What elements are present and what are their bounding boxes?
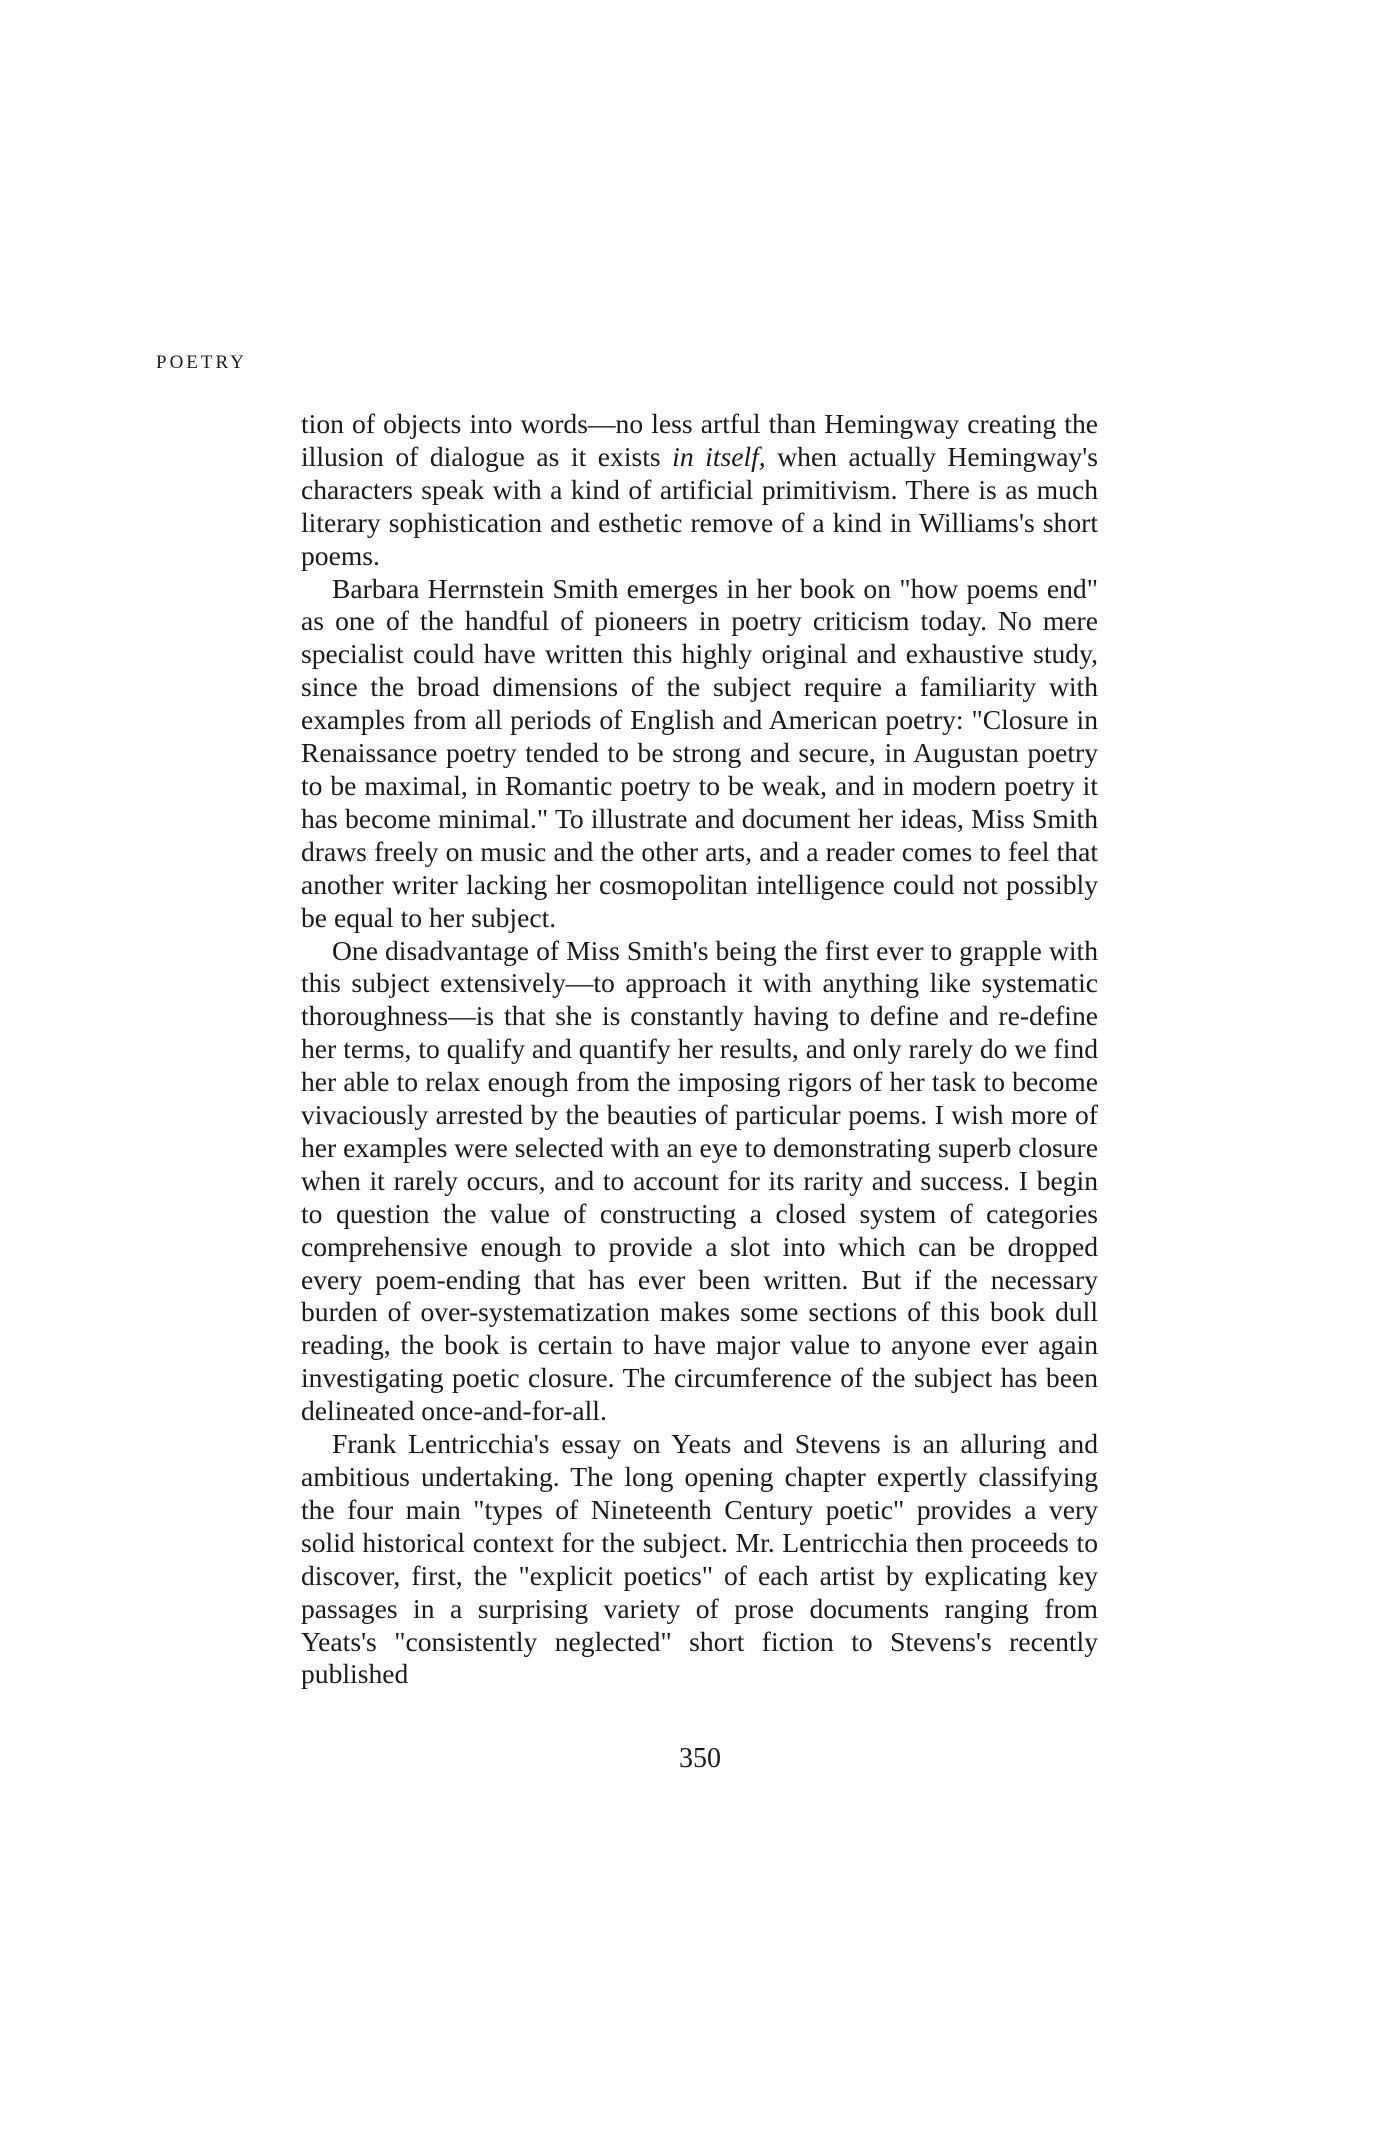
paragraph-text: when actually Hemingway's characters speak with a kind of artificial primitivism. There is as much literary sophistication and esthetic remove of a kind in Williams's short poems. [301,440,1098,571]
paragraph-smith-critique: One disadvantage of Miss Smith's being the first ever to grapple with this subject extensively—to approach it with anything like systematic thoroughness—is that she is constantly having to define and re-define her terms, to qualify and quantify her results, and only rarely do we find her able to relax enough from the imposing rigors of her task to become vivaciously arrested by the beauties of particular poems. I wish more of her examples were selected with an eye to demonstrating superb closure when it rarely occurs, and to account for its rarity and success. I begin to question the value of constructing a closed system of categories comprehensive enough to provide a slot into which can be dropped every poem-ending that has ever been written. But if the necessary burden of over-systematization makes some sections of this book dull reading, the book is certain to have major value to anyone ever again investigating poetic closure. The circumference of the subject has been delineated once-and-for-all. [301,934,1098,1427]
paragraph-smith-intro: Barbara Herrnstein Smith emerges in her book on "how poems end" as one of the handful of pioneers in poetry criticism today. No mere specialist could have written this highly original and exhaustive study, since the broad dimensions of the subject require a familiarity with examples from all periods of English and American poetry: "Closure in Renaissance poetry tended to be strong and secure, in Augustan poetry to be maximal, in Romantic poetry to be weak, and in modern poetry it has become minimal." To illustrate and document her ideas, Miss Smith draws freely on music and the other arts, and a reader comes to feel that another writer lacking her cosmopolitan intelligence could not possibly be equal to her subject. [301,572,1098,933]
paragraph-continued [301,408,1098,573]
italic-phrase: in itself, [672,440,766,472]
review-text [301,408,1098,1691]
paragraph-lentricchia: Frank Lentricchia's essay on Yeats and Stevens is an alluring and ambitious undertaking. The long opening chapter expertly classifying the four main "types of Nineteenth Century poetic" provides a very solid historical context for the subject. Mr. Lentricchia then proceeds to discover, first, the "explicit poetics" of each artist by explicating key passages in a surprising variety of prose documents ranging from Yeats's "consistently neglected" short fiction to Stevens's recently published [301,1428,1098,1690]
paragraph-text: tion of objects into words—no less artful than Hemingway creating the illusion of dialogue as it exists [301,408,1098,472]
page-number: 350 [679,1743,721,1774]
running-head: POETRY [156,352,247,373]
